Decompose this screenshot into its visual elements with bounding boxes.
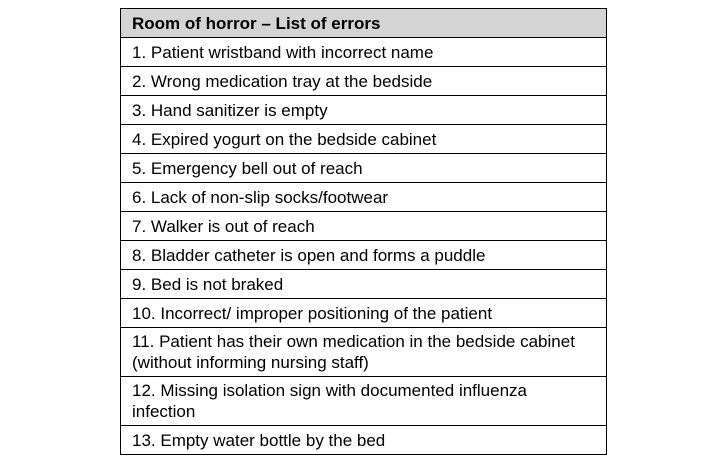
error-item-12: 12. Missing isolation sign with documented influenza infection: [121, 377, 607, 426]
table-body: [121, 38, 607, 455]
error-item-13: 13. Empty water bottle by the bed: [121, 426, 607, 455]
table-row: [121, 183, 607, 212]
error-item-11: 11. Patient has their own medication in the bedside cabinet (without informing nursing staff): [121, 328, 607, 377]
table-row: [121, 426, 607, 455]
table-row: [121, 96, 607, 125]
error-item-3: 3. Hand sanitizer is empty: [121, 96, 607, 125]
table-header-title: Room of horror – List of errors: [121, 9, 607, 38]
table-row: [121, 241, 607, 270]
table-row: [121, 212, 607, 241]
table-row: [121, 125, 607, 154]
table-row: [121, 154, 607, 183]
error-item-4: 4. Expired yogurt on the bedside cabinet: [121, 125, 607, 154]
error-item-5: 5. Emergency bell out of reach: [121, 154, 607, 183]
table-row: [121, 67, 607, 96]
table-row: [121, 270, 607, 299]
error-item-7: 7. Walker is out of reach: [121, 212, 607, 241]
table-row: [121, 377, 607, 426]
error-item-6: 6. Lack of non-slip socks/footwear: [121, 183, 607, 212]
error-item-8: 8. Bladder catheter is open and forms a puddle: [121, 241, 607, 270]
table-row: [121, 38, 607, 67]
table-row: [121, 299, 607, 328]
error-item-10: 10. Incorrect/ improper positioning of the patient: [121, 299, 607, 328]
errors-table: [120, 8, 607, 455]
error-item-2: 2. Wrong medication tray at the bedside: [121, 67, 607, 96]
table-head: [121, 9, 607, 38]
error-item-9: 9. Bed is not braked: [121, 270, 607, 299]
table-row: [121, 328, 607, 377]
header-row: [121, 9, 607, 38]
error-item-1: 1. Patient wristband with incorrect name: [121, 38, 607, 67]
